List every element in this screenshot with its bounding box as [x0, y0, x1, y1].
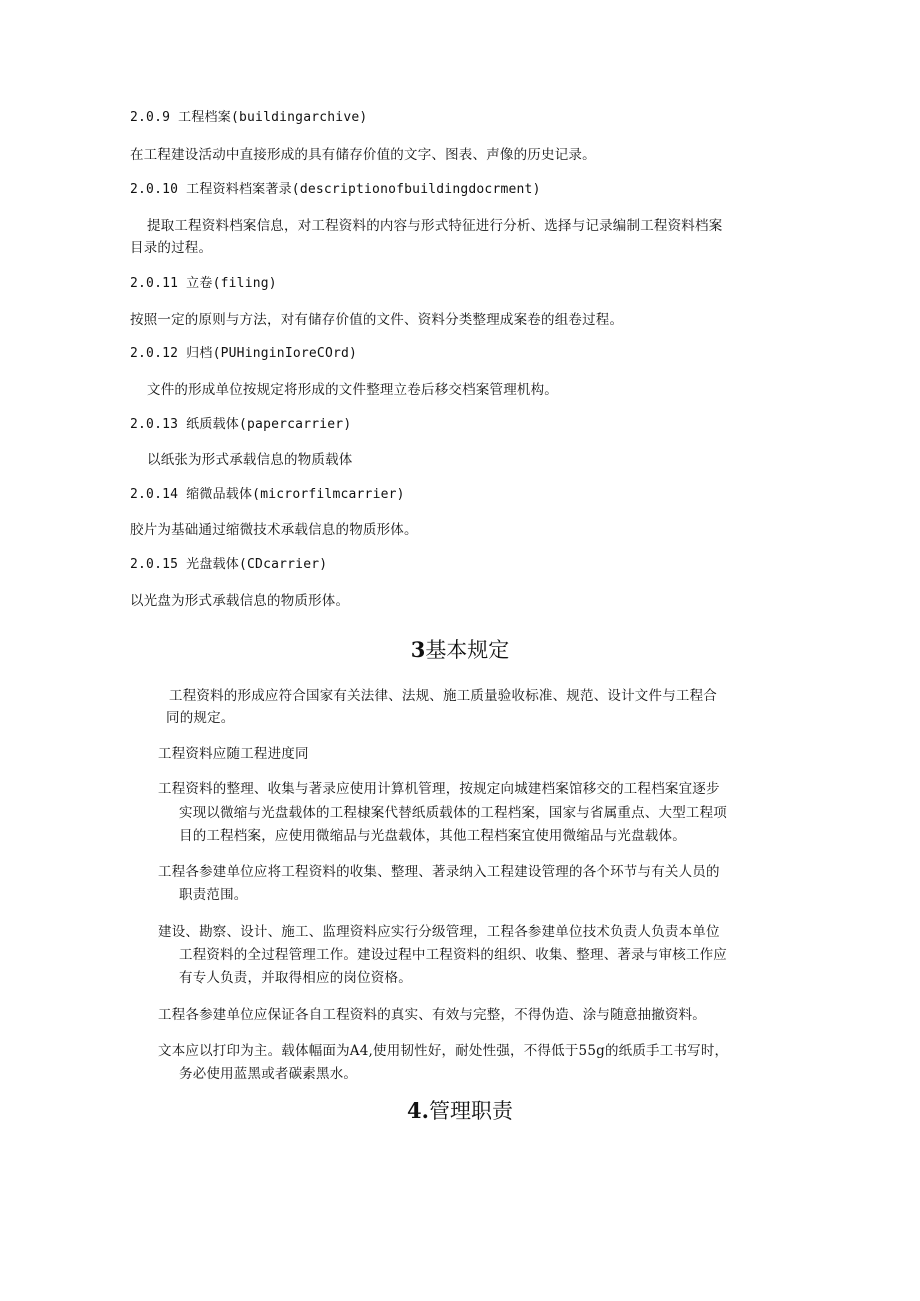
rule-paragraph-5-line2: 工程资料的全过程管理工作。建设过程中工程资料的组织、收集、整理、著录与审核工作应: [179, 947, 727, 963]
section-4-title: 管理职责: [428, 1099, 513, 1123]
rule-paragraph-7-line2: 务必使用蓝黑或者碳素黑水。: [179, 1066, 358, 1082]
term-definition-2-0-10-line2: 目录的过程。: [130, 240, 213, 256]
rule-paragraph-4-line2: 职责范围。: [179, 887, 248, 903]
term-definition-2-0-15: 以光盘为形式承载信息的物质形体。: [130, 593, 350, 609]
section-3-number: 3: [410, 637, 426, 662]
rule-paragraph-7-line1: 文本应以打印为主。载体幅面为A4,使用韧性好，耐处性强，不得低于55g的纸质手工书写时，: [158, 1043, 729, 1059]
rule-paragraph-5-line1: 建设、勘察、设计、施工、监理资料应实行分级管理，工程各参建单位技术负责人负责本单位: [158, 924, 720, 940]
term-title-2-0-13: 2.0.13 纸质载体(papercarrier): [130, 417, 352, 432]
term-title-2-0-10: 2.0.10 工程资料档案著录(descriptionofbuildingdocrment): [130, 182, 541, 197]
term-definition-2-0-12: 文件的形成单位按规定将形成的文件整理立卷后移交档案管理机构。: [147, 382, 558, 398]
section-4-heading: [0, 1097, 920, 1125]
term-definition-2-0-14: 胶片为基础通过缩微技术承载信息的物质形体。: [130, 522, 418, 538]
rule-paragraph-3-line1: 工程资料的整理、收集与著录应使用计算机管理，按规定向城建档案馆移交的工程档案宜逐步: [158, 781, 720, 797]
rule-paragraph-6: 工程各参建单位应保证各自工程资料的真实、有效与完整，不得伪造、涂与随意抽撤资料。: [158, 1007, 706, 1023]
rule-paragraph-3-line2: 实现以微缩与光盘载体的工程棣案代替纸质载体的工程档案，国家与省属重点、大型工程项: [179, 805, 727, 821]
rule-paragraph-1-line2: 同的规定。: [166, 710, 235, 726]
term-definition-2-0-10-line1: 提取工程资料档案信息，对工程资料的内容与形式特征进行分析、选择与记录编制工程资料档案: [147, 218, 723, 234]
section-4-number: 4.: [407, 1098, 429, 1123]
section-3-title: 基本规定: [425, 638, 510, 662]
rule-paragraph-4-line1: 工程各参建单位应将工程资料的收集、整理、著录纳入工程建设管理的各个环节与有关人员的: [158, 864, 720, 880]
rule-paragraph-5-line3: 有专人负责，并取得相应的岗位资格。: [179, 970, 412, 986]
rule-paragraph-1-line1: 工程资料的形成应符合国家有关法律、法规、施工质量验收标准、规范、设计文件与工程合: [169, 688, 717, 704]
term-title-2-0-12: 2.0.12 归档(PUHinginIoreCOrd): [130, 346, 358, 361]
section-3-heading: [0, 636, 920, 664]
term-definition-2-0-11: 按照一定的原则与方法，对有储存价值的文件、资料分类整理成案卷的组卷过程。: [130, 312, 624, 328]
rule-paragraph-2: 工程资料应随工程进度同: [158, 746, 309, 762]
term-definition-2-0-13: 以纸张为形式承载信息的物质载体: [147, 452, 353, 468]
term-title-2-0-9: 2.0.9 工程档案(buildingarchive): [130, 110, 368, 125]
rule-paragraph-3-line3: 目的工程档案，应使用微缩品与光盘载体，其他工程档案宜使用微缩品与光盘载体。: [179, 828, 686, 844]
term-definition-2-0-9: 在工程建设活动中直接形成的具有储存价值的文字、图表、声像的历史记录。: [130, 147, 596, 163]
term-title-2-0-15: 2.0.15 光盘载体(CDcarrier): [130, 557, 328, 572]
term-title-2-0-11: 2.0.11 立卷(filing): [130, 276, 277, 291]
term-title-2-0-14: 2.0.14 缩微品载体(microrfilmcarrier): [130, 487, 405, 502]
